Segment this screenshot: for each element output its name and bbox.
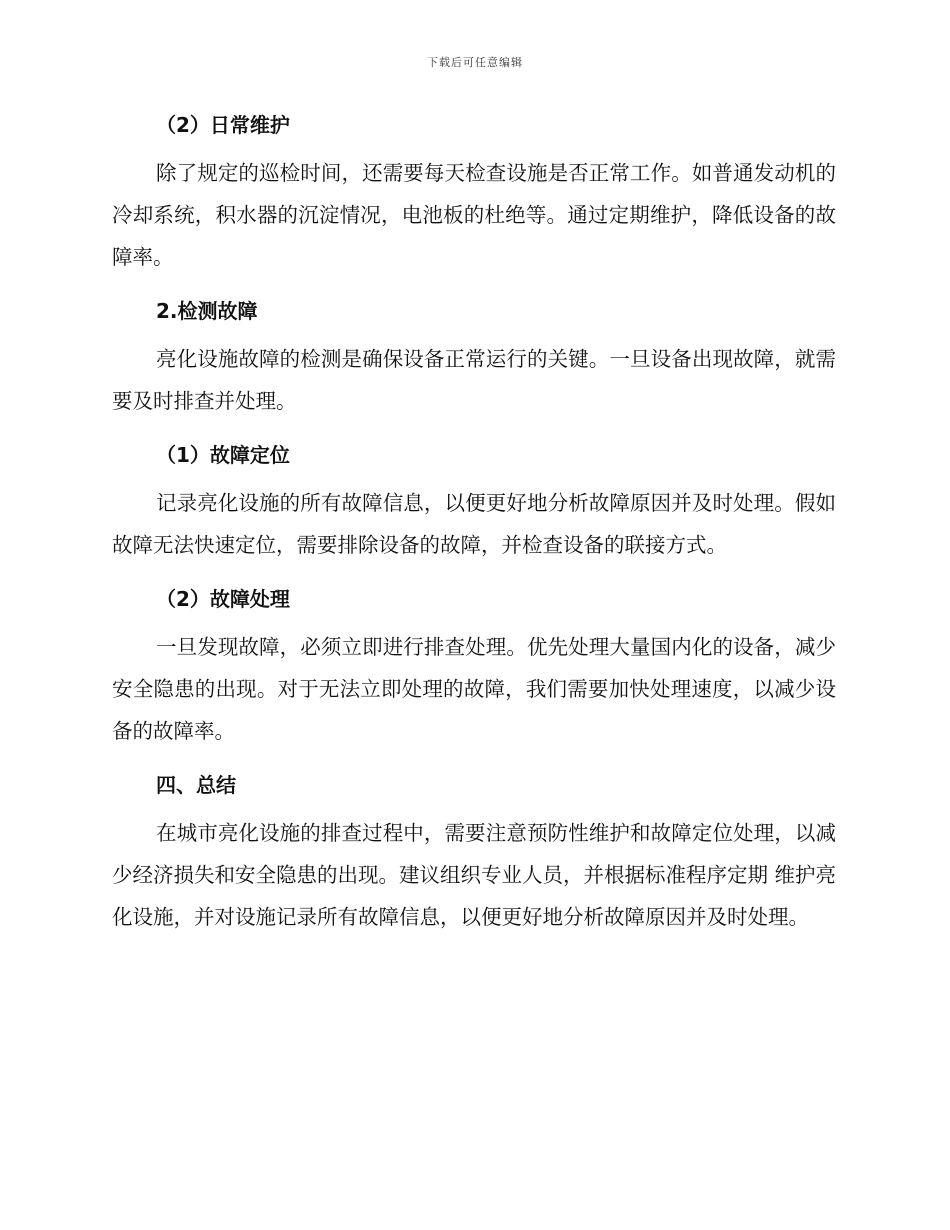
section-heading-fault-location: （1）故障定位 <box>156 443 290 467</box>
section-heading-summary: 四、总结 <box>156 773 236 797</box>
section-heading-fault-detection: 2.检测故障 <box>156 299 258 323</box>
paragraph-fault-handling: 一旦发现故障，必须立即进行排查处理。优先处理大量国内化的设备，减少安全隐患的出现。对于无法立即处理的故障，我们需要加快处理速度，以减少设备的故障率。 <box>112 635 836 743</box>
page-header-note: 下载后可任意编辑 <box>427 56 523 69</box>
document-body <box>112 110 836 938</box>
section-heading-daily-maintenance: （2）日常维护 <box>156 113 290 137</box>
section-heading-fault-handling: （2）故障处理 <box>156 587 290 611</box>
paragraph-fault-location: 记录亮化设施的所有故障信息，以便更好地分析故障原因并及时处理。假如故障无法快速定位，需要排除设备的故障，并检查设备的联接方式。 <box>112 491 836 557</box>
paragraph-summary: 在城市亮化设施的排查过程中，需要注意预防性维护和故障定位处理，以减少经济损失和安全隐患的出现。建议组织专业人员，并根据标准程序定期 维护亮化设施，并对设施记录所有故障信息，以便更好地分析故障原因并及时处理。 <box>112 821 837 929</box>
paragraph-daily-maintenance: 除了规定的巡检时间，还需要每天检查设施是否正常工作。如普通发动机的冷却系统，积水器的沉淀情况，电池板的杜绝等。通过定期维护，降低设备的故障率。 <box>112 161 836 269</box>
paragraph-fault-detection: 亮化设施故障的检测是确保设备正常运行的关键。一旦设备出现故障，就需要及时排查并处理。 <box>112 347 836 413</box>
